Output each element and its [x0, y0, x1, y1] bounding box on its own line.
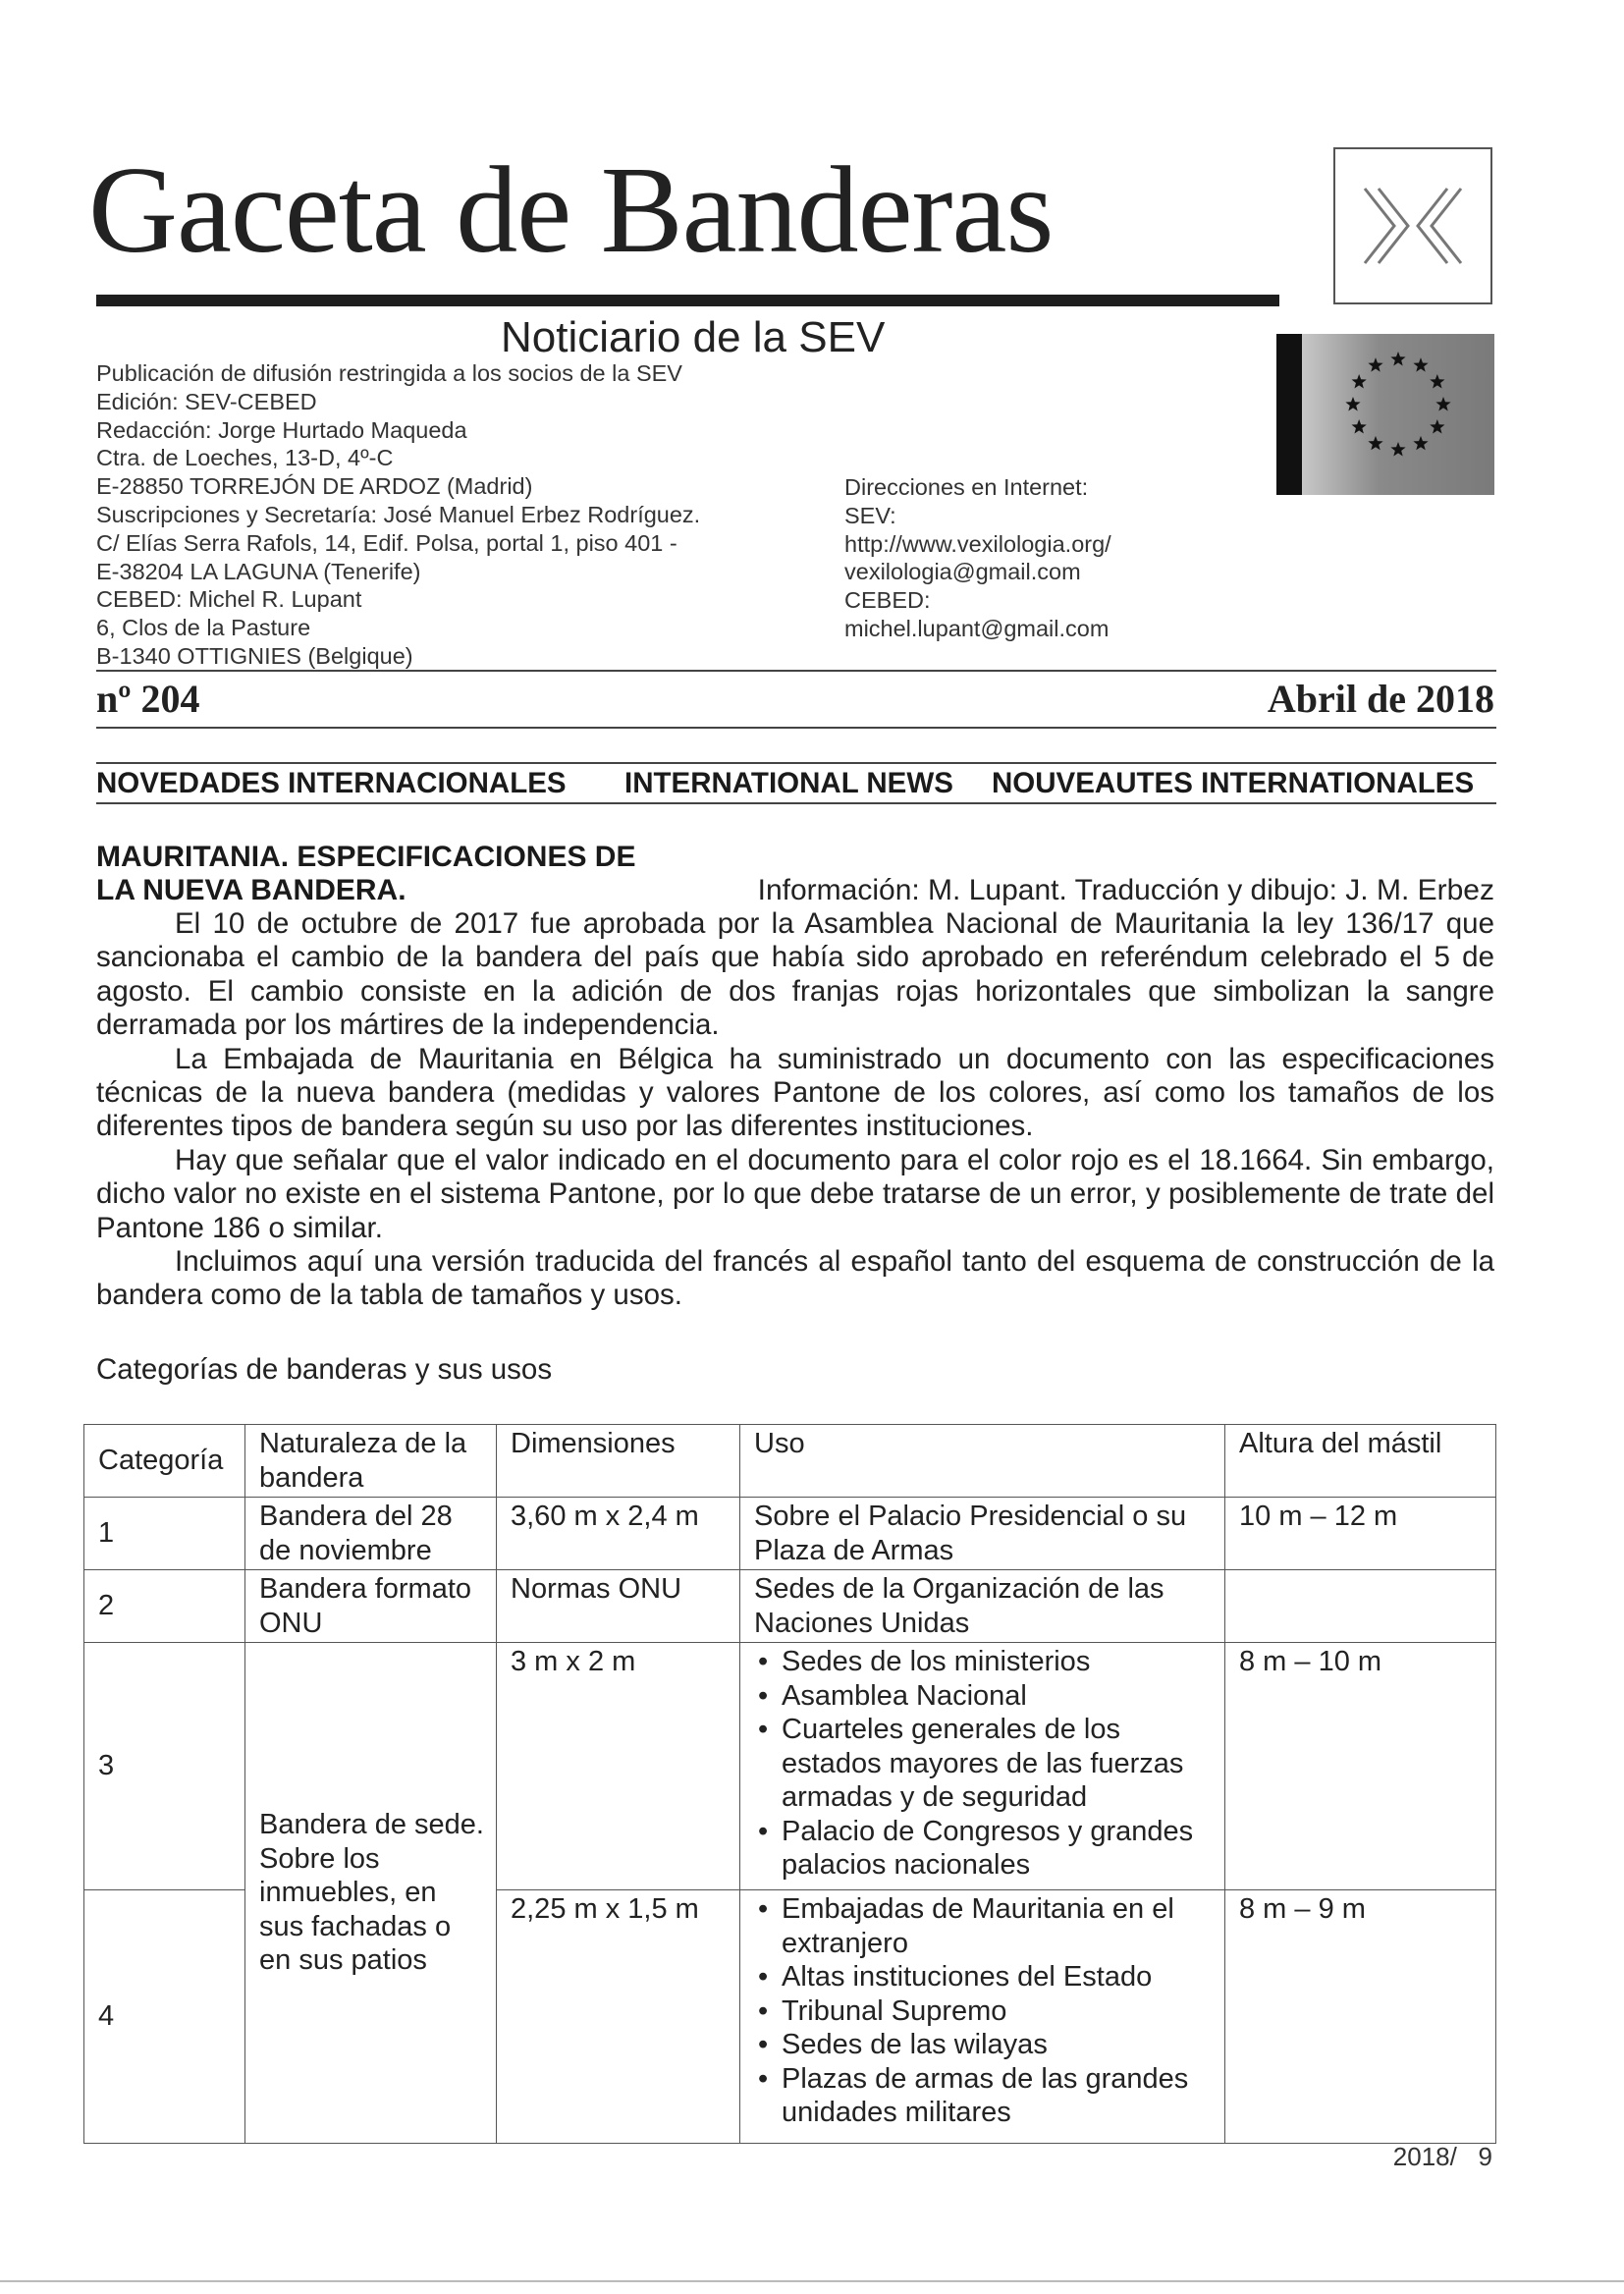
- publication-info-line: Publicación de difusión restringida a los socios de la SEV: [96, 360, 682, 386]
- internet-line: CEBED:: [844, 587, 931, 614]
- use-list-item: • Altas instituciones del Estado: [754, 1960, 1213, 1994]
- issue-number: nº 204: [96, 677, 200, 721]
- sev-chevron-logo-icon: [1333, 147, 1492, 304]
- dimensions-cell: 3,60 m x 2,4 m: [497, 1498, 740, 1570]
- use-cell: [740, 1643, 1225, 1890]
- table-header-cell: Categoría: [84, 1425, 245, 1498]
- use-cell: Sobre el Palacio Presidencial o su Plaza de Armas: [740, 1498, 1225, 1570]
- use-list-item: • Sedes de las wilayas: [754, 2028, 1213, 2062]
- internet-heading: Direcciones en Internet:: [844, 474, 1089, 500]
- table-caption: Categorías de banderas y sus usos: [96, 1353, 553, 1386]
- eu-star-icon: [1390, 352, 1405, 365]
- internet-line: SEV:: [844, 502, 896, 528]
- table-header-cell: Uso: [740, 1425, 1225, 1498]
- use-list: [754, 1892, 1213, 2130]
- divider: [96, 802, 1496, 804]
- dimensions-cell: 2,25 m x 1,5 m: [497, 1890, 740, 2144]
- publication-info-line: E-28850 TORREJÓN DE ARDOZ (Madrid): [96, 473, 533, 500]
- dimensions-cell: Normas ONU: [497, 1570, 740, 1643]
- use-cell: Sedes de la Organización de las Naciones Unidas: [740, 1570, 1225, 1643]
- internet-email-link[interactable]: michel.lupant@gmail.com: [844, 615, 1110, 641]
- eu-star-icon: [1368, 436, 1382, 450]
- eu-star-icon: [1430, 374, 1444, 388]
- article-title-line: LA NUEVA BANDERA.: [96, 874, 406, 906]
- issue-date: Abril de 2018: [1267, 677, 1494, 721]
- internet-url-link[interactable]: http://www.vexilologia.org/: [844, 530, 1111, 557]
- category-cell: 2: [84, 1570, 245, 1643]
- eu-star-icon: [1413, 436, 1428, 450]
- use-list-item: • Palacio de Congresos y grandes palacios nacionales: [754, 1815, 1213, 1883]
- eu-star-icon: [1368, 357, 1382, 371]
- masthead-title: Gaceta de Banderas: [88, 142, 1054, 279]
- use-list-item: • Cuarteles generales de los estados mayores de las fuerzas armadas y de seguridad: [754, 1713, 1213, 1815]
- use-cell: [740, 1890, 1225, 2144]
- publication-info-line: Redacción: Jorge Hurtado Maqueda: [96, 416, 467, 443]
- eu-star-icon: [1430, 419, 1444, 433]
- category-cell: 3: [84, 1643, 245, 1890]
- article-title: [96, 841, 635, 907]
- table-header-cell: Altura del mástil: [1225, 1425, 1496, 1498]
- use-list-item: • Asamblea Nacional: [754, 1679, 1213, 1714]
- masthead-subtitle: Noticiario de la SEV: [501, 313, 886, 361]
- use-list-item: • Tribunal Supremo: [754, 1994, 1213, 2029]
- section-heading-es: NOVEDADES INTERNACIONALES: [96, 767, 567, 799]
- table-row: [84, 1643, 1496, 1890]
- article-body: [96, 907, 1494, 1313]
- flag-categories-table: [83, 1424, 1496, 2144]
- use-list-item: • Sedes de los ministerios: [754, 1645, 1213, 1679]
- article-paragraph: Hay que señalar que el valor indicado en el documento para el color rojo es el 18.1664. Sin embargo, dicho valor no existe en el sistema Pantone, por lo que debe tratarse de un error, y posiblemente de trate del Pantone 186 o similar.: [96, 1143, 1494, 1244]
- eu-star-icon: [1352, 419, 1367, 433]
- publication-info-line: E-38204 LA LAGUNA (Tenerife): [96, 558, 421, 584]
- divider: [96, 670, 1496, 672]
- publication-info-line: C/ Elías Serra Rafols, 14, Edif. Polsa, portal 1, piso 401 -: [96, 529, 677, 556]
- masthead-rule: [96, 295, 1279, 306]
- nature-cell: Bandera del 28 de noviembre: [245, 1498, 497, 1570]
- article-paragraph: La Embajada de Mauritania en Bélgica ha suministrado un documento con las especificaciones técnicas de la nueva bandera (medidas y valores Pantone de los colores, así como los tamaños de los diferentes tipos de bandera según su uso por las diferentes instituciones.: [96, 1042, 1494, 1143]
- use-list-item: • Embajadas de Mauritania en el extranjero: [754, 1892, 1213, 1960]
- section-heading-fr: NOUVEAUTES INTERNATIONALES: [992, 767, 1475, 799]
- use-list: [754, 1645, 1213, 1883]
- publication-info: [96, 359, 700, 671]
- page-number: 2018/ 9: [1392, 2142, 1492, 2171]
- table-row: [84, 1498, 1496, 1570]
- use-list-item: • Plazas de armas de las grandes unidades militares: [754, 2062, 1213, 2130]
- table-header-cell: Dimensiones: [497, 1425, 740, 1498]
- table-header-row: [84, 1425, 1496, 1498]
- table-row: [84, 1570, 1496, 1643]
- mast-height-cell: 8 m – 9 m: [1225, 1890, 1496, 2144]
- publication-info-line: B-1340 OTTIGNIES (Belgique): [96, 642, 413, 669]
- eu-star-icon: [1390, 442, 1405, 456]
- eu-black-bar: [1276, 334, 1302, 495]
- internet-email-link[interactable]: vexilologia@gmail.com: [844, 559, 1081, 585]
- category-cell: 4: [84, 1890, 245, 2144]
- mast-height-cell: [1225, 1570, 1496, 1643]
- publication-info-line: Ctra. de Loeches, 13-D, 4º-C: [96, 445, 394, 471]
- article-credit: Información: M. Lupant. Traducción y dibujo: J. M. Erbez: [757, 874, 1494, 906]
- divider: [96, 762, 1496, 764]
- page-edge-rule: [0, 2280, 1624, 2282]
- publication-info-line: CEBED: Michel R. Lupant: [96, 586, 362, 613]
- publication-info-line: Suscripciones y Secretaría: José Manuel Erbez Rodríguez.: [96, 501, 701, 527]
- article-title-line: MAURITANIA. ESPECIFICACIONES DE: [96, 841, 636, 873]
- eu-star-icon: [1413, 357, 1428, 371]
- table-header-cell: Naturaleza de la bandera: [245, 1425, 497, 1498]
- mast-height-cell: 8 m – 10 m: [1225, 1643, 1496, 1890]
- article-paragraph: Incluimos aquí una versión traducida del francés al español tanto del esquema de construcción de la bandera como de la tabla de tamaños y usos.: [96, 1245, 1494, 1312]
- eu-star-icon: [1345, 397, 1360, 410]
- publication-info-line: 6, Clos de la Pasture: [96, 615, 311, 641]
- category-cell: 1: [84, 1498, 245, 1570]
- eu-star-icon: [1352, 374, 1367, 388]
- nature-cell: Bandera formato ONU: [245, 1570, 497, 1643]
- eu-stars-emblem-icon: [1302, 334, 1494, 495]
- mast-height-cell: 10 m – 12 m: [1225, 1498, 1496, 1570]
- publication-info-line: Edición: SEV-CEBED: [96, 388, 317, 414]
- nature-cell: Bandera de sede. Sobre los inmuebles, en sus fachadas o en sus patios: [245, 1643, 497, 2144]
- article-paragraph: El 10 de octubre de 2017 fue aprobada por la Asamblea Nacional de Mauritania la ley 136/17 que sancionaba el cambio de la bandera del país que había sido aprobado en referéndum celebrado el 5 de agosto. El cambio consiste en la adición de dos franjas rojas horizontales que simbolizan la sangre derramada por los mártires de la independencia.: [96, 907, 1494, 1042]
- divider: [96, 727, 1496, 729]
- internet-addresses: [844, 473, 1111, 643]
- dimensions-cell: 3 m x 2 m: [497, 1643, 740, 1890]
- section-heading-en: INTERNATIONAL NEWS: [624, 767, 953, 799]
- eu-star-icon: [1435, 397, 1450, 410]
